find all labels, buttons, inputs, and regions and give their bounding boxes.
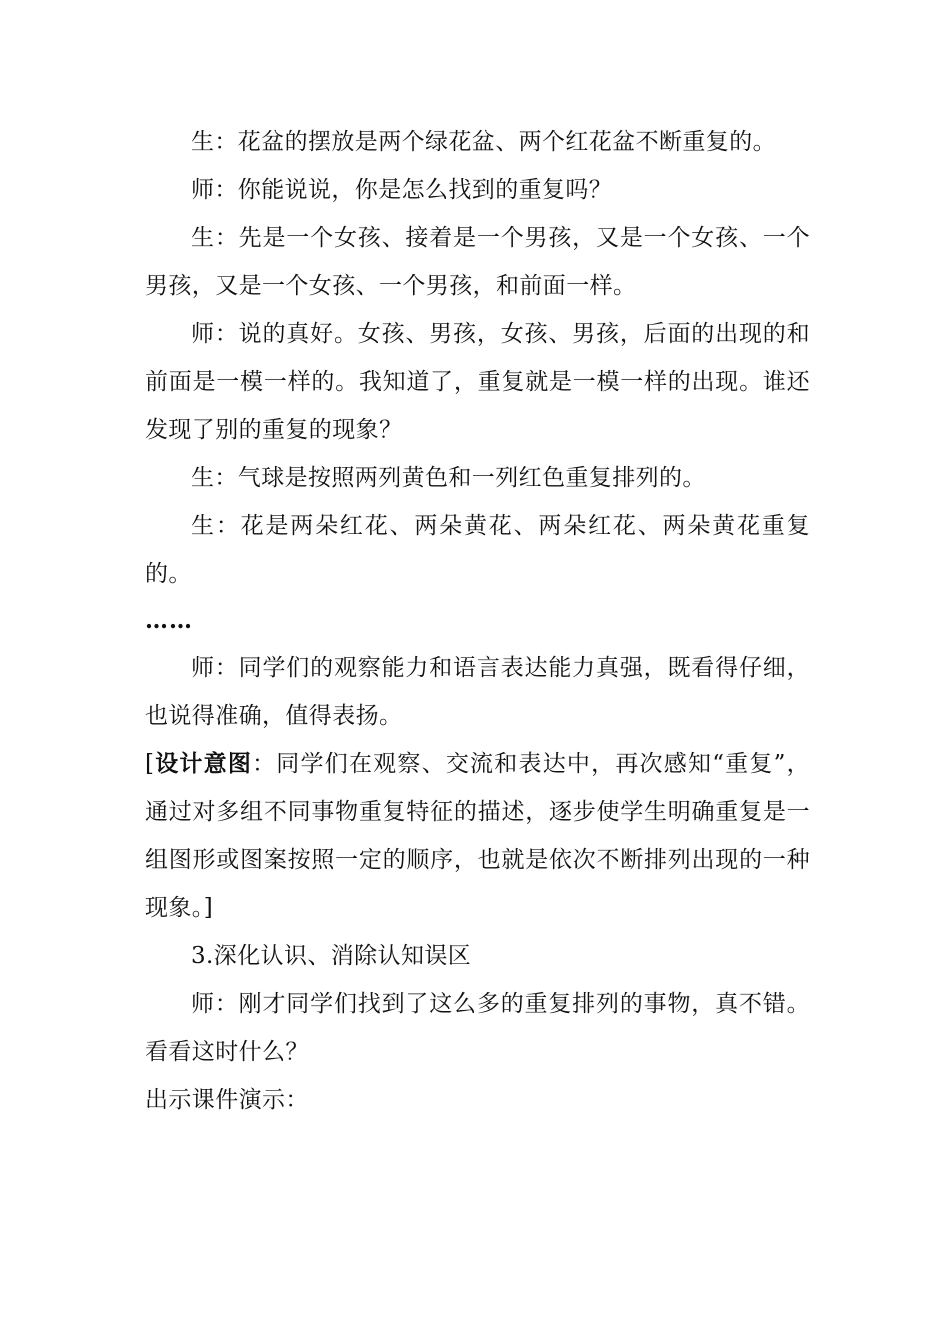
design-intent-label: 设计意图 [154,750,253,777]
section-heading-3: 3.深化认识、消除认知误区 [191,943,472,969]
dialogue-teacher-4: 师：刚才同学们找到了这么多的重复排列的事物，真不错。看看这时什么？ [145,991,810,1065]
dialogue-student-4: 生：花是两朵红花、两朵黄花、两朵红花、两朵黄花重复的。 [145,513,810,587]
dialogue-teacher-2: 师：说的真好。女孩、男孩，女孩、男孩，后面的出现的和前面是一模一样的。我知道了，重复就是一模一样的出现。谁还发现了别的重复的现象？ [145,321,810,443]
ellipsis: …… [145,607,193,634]
dialogue-student-2: 生：先是一个女孩、接着是一个男孩，又是一个女孩、一个男孩，又是一个女孩、一个男孩，和前面一样。 [145,225,810,299]
courseware-demo-line: 出示课件演示： [145,1087,309,1113]
design-intent-text: ：同学们在观察、交流和表达中，再次感知“重复”，通过对多组不同事物重复特征的描述，逐步使学生明确重复是一组图形或图案按照一定的顺序，也就是依次不断排列出现的一种现象。] [145,751,810,921]
dialogue-student-1: 生：花盆的摆放是两个绿花盆、两个红花盆不断重复的。 [191,129,776,155]
dialogue-student-3: 生：气球是按照两列黄色和一列红色重复排列的。 [191,465,706,491]
dialogue-teacher-3: 师：同学们的观察能力和语言表达能力真强，既看得仔细，也说得准确，值得表扬。 [145,655,810,729]
design-intent-bracket: [ [145,751,155,777]
document-body [145,118,810,1124]
dialogue-teacher-1: 师：你能说说，你是怎么找到的重复吗？ [191,177,613,203]
design-intent-paragraph [145,740,810,932]
